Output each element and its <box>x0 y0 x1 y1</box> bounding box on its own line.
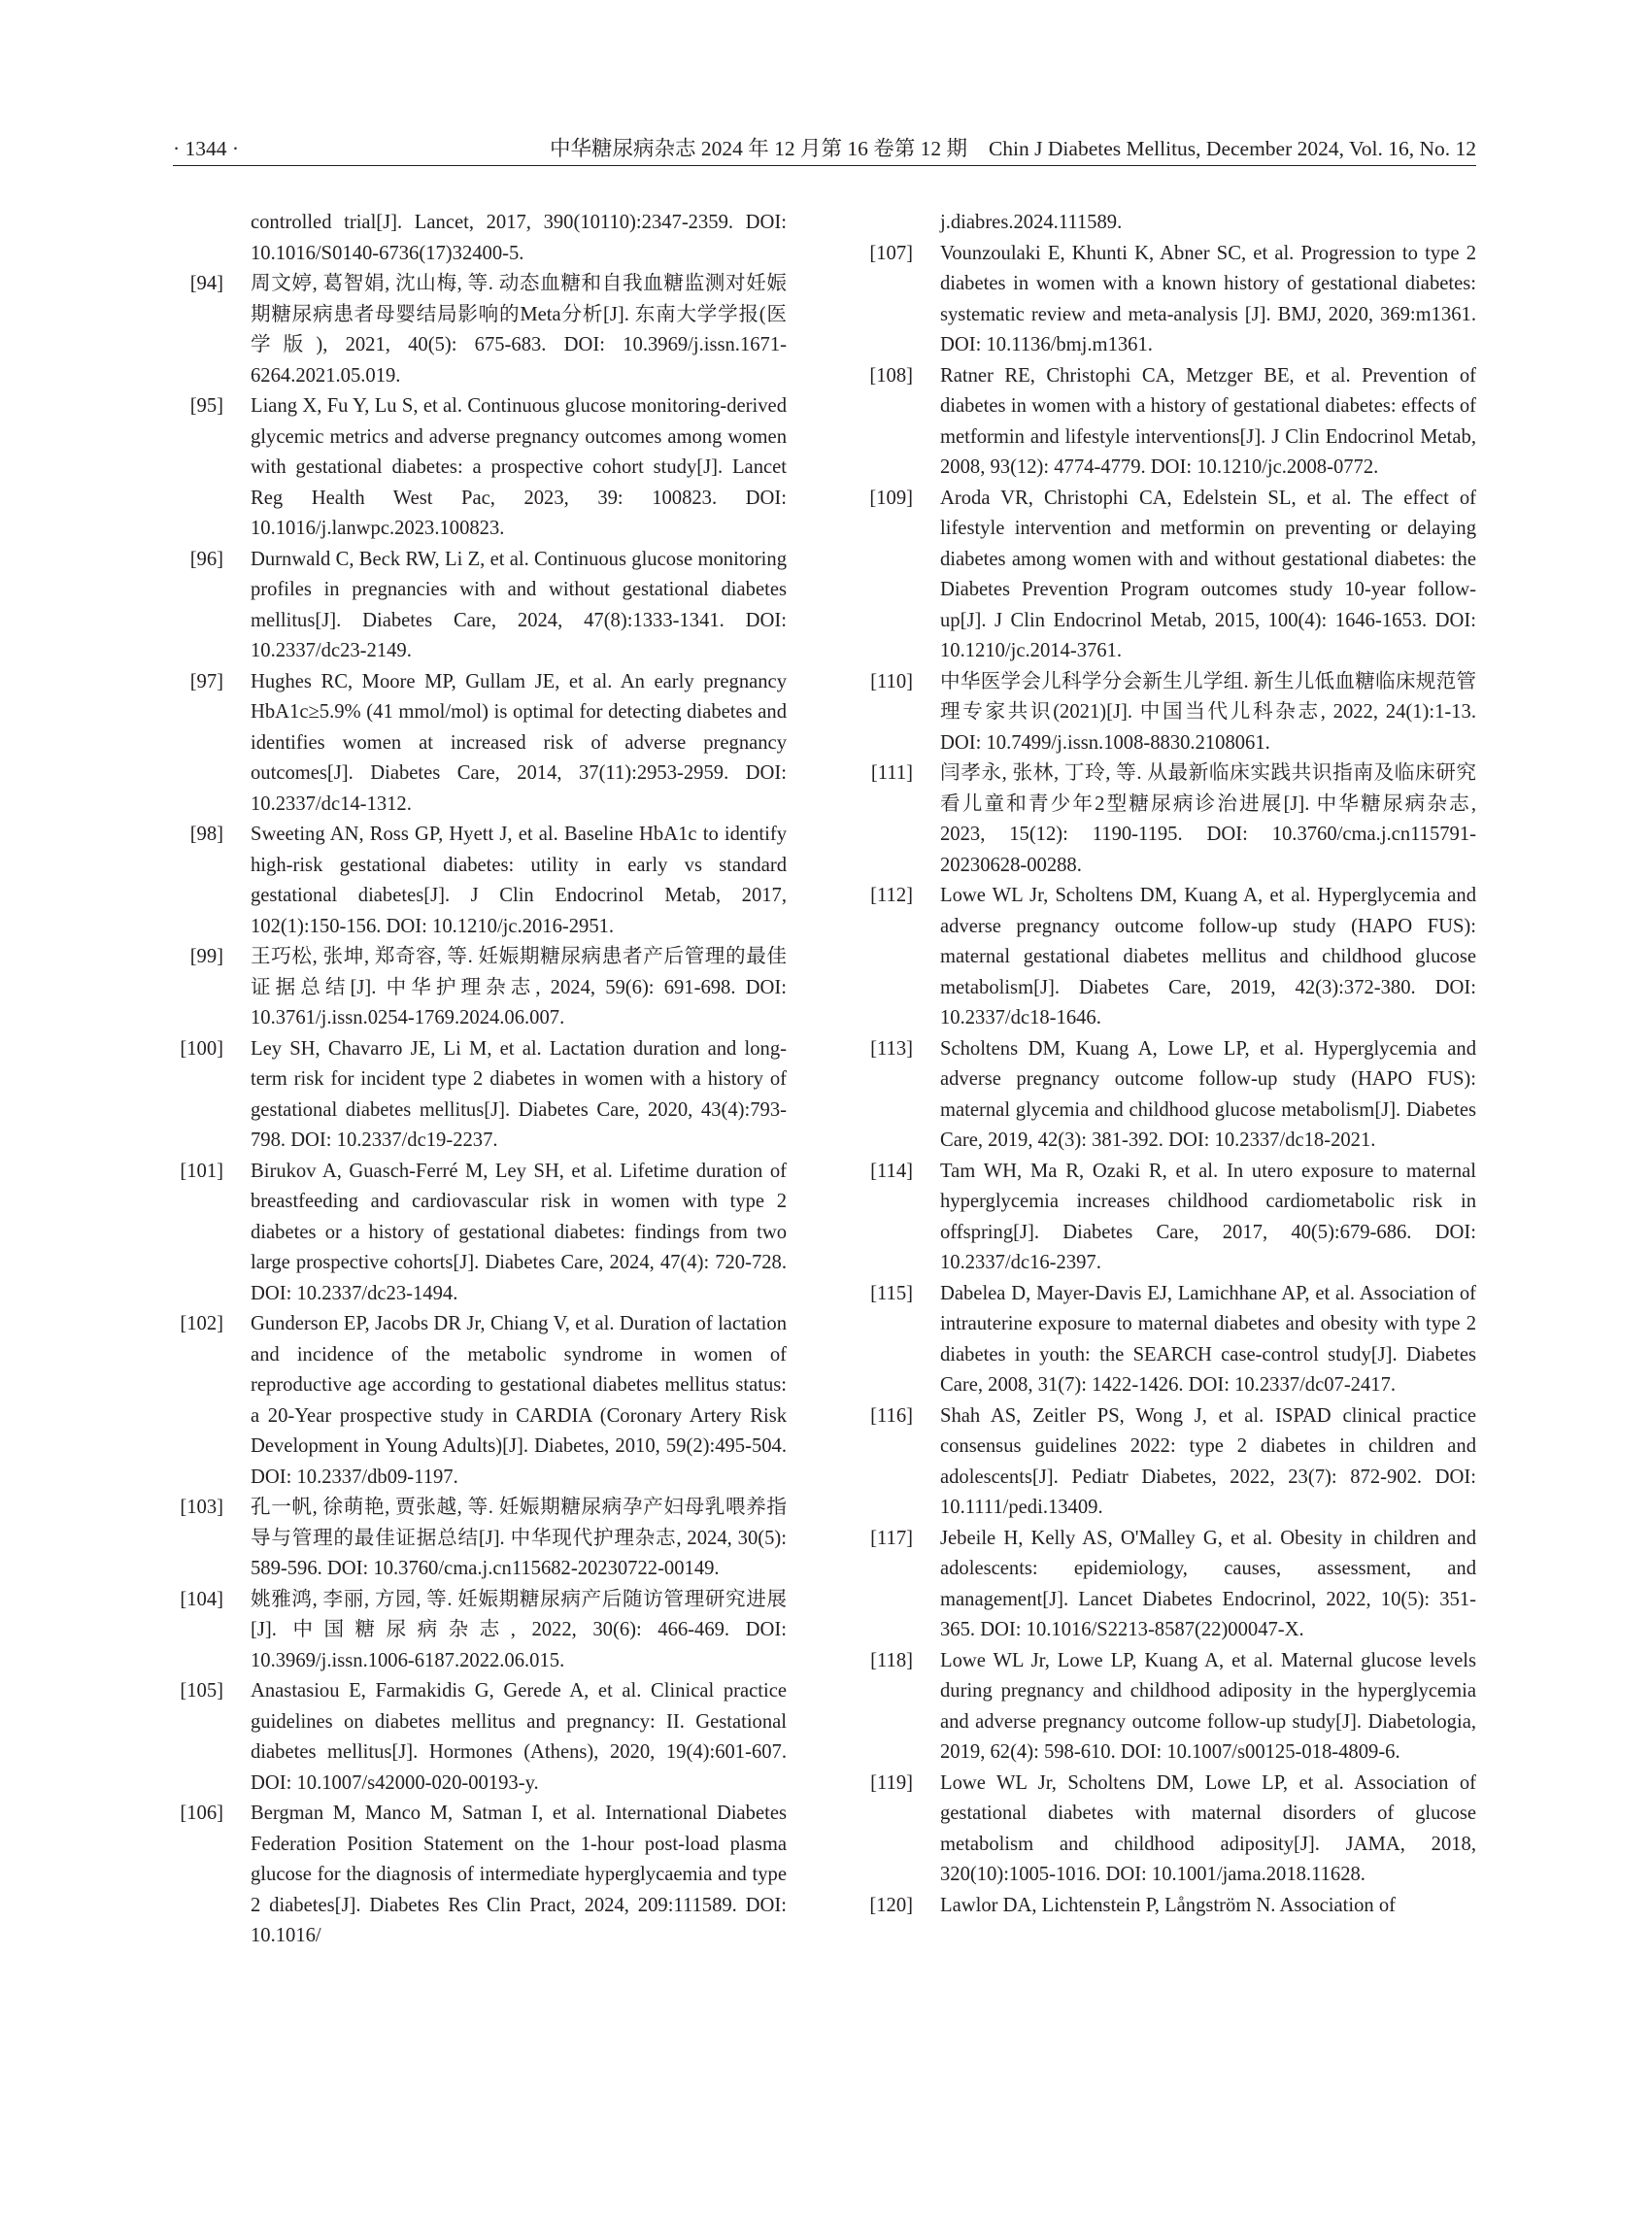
reference-entry <box>862 1891 1476 1922</box>
reference-entry <box>173 391 787 545</box>
reference-number: [118] <box>870 1649 913 1671</box>
reference-number: [120] <box>869 1894 913 1916</box>
reference-number: [108] <box>869 364 913 387</box>
reference-text: Tam WH, Ma R, Ozaki R, et al. In utero exposure to maternal hyperglycemia increases childhood cardiometabolic risk in offspring[J]. Diabetes Care, 2017, 40(5):679-686. DOI: 10.2337/dc16-2397. <box>940 1160 1476 1273</box>
reference-column-right <box>862 208 1476 1921</box>
reference-continuation <box>173 208 787 269</box>
reference-text: Dabelea D, Mayer-Davis EJ, Lamichhane AP, et al. Association of intrauterine exposure to maternal diabetes and obesity with type 2 diabetes in youth: the SEARCH case-control study[J]. Diabetes Care, 2008, 31(7): 1422-1426. DOI: 10.2337/dc07-2417. <box>940 1282 1476 1396</box>
reference-number: [109] <box>869 487 913 509</box>
reference-text: Ratner RE, Christophi CA, Metzger BE, et al. Prevention of diabetes in women with a history of gestational diabetes: effects of metformin and lifestyle interventions[J]. J Clin Endocrinol Metab, 2008, 93(12): 4774-4779. DOI: 10.1210/jc.2008-0772. <box>940 364 1476 478</box>
journal-info <box>550 136 1476 161</box>
reference-number: [106] <box>180 1803 223 1824</box>
reference-text: Lowe WL Jr, Scholtens DM, Lowe LP, et al. Association of gestational diabetes with maternal disorders of glucose metabolism and childhood adiposity[J]. JAMA, 2018, 320(10):1005-1016. DOI: 10.1001/jama.2018.11628. <box>940 1771 1476 1885</box>
reference-number: [114] <box>870 1160 913 1182</box>
reference-number: [117] <box>870 1527 913 1549</box>
reference-text: Birukov A, Guasch-Ferré M, Ley SH, et al. Lifetime duration of breastfeeding and cardiovascular risk in women with type 2 diabetes or a history of gestational diabetes: findings from two large prospective cohorts[J]. Diabetes Care, 2024, 47(4): 720-728. DOI: 10.2337/dc23-1494. <box>251 1160 787 1304</box>
page-number: · 1344 · <box>173 137 240 160</box>
reference-entry <box>173 1034 787 1157</box>
running-header <box>173 132 1476 166</box>
reference-number: [104] <box>180 1588 223 1610</box>
reference-text: Jebeile H, Kelly AS, O'Malley G, et al. Obesity in children and adolescents: epidemiology, causes, assessment, and management[J]. Lancet Diabetes Endocrinol, 2022, 10(5): 351-365. DOI: 10.1016/S2213-8587(22)00047-X. <box>940 1527 1476 1640</box>
reference-continuation <box>862 208 1476 239</box>
reference-text: j.diabres.2024.111589. <box>940 212 1123 233</box>
reference-entry <box>173 1493 787 1585</box>
reference-number: [94] <box>189 273 223 294</box>
reference-number: [110] <box>870 670 913 692</box>
reference-entry <box>862 1034 1476 1157</box>
reference-entry <box>173 545 787 667</box>
reference-number: [111] <box>870 762 913 784</box>
reference-number: [98] <box>189 824 223 845</box>
reference-text: Vounzoulaki E, Khunti K, Abner SC, et al. Progression to type 2 diabetes in women with a known history of gestational diabetes: systematic review and meta-analysis [J]. BMJ, 2020, 369:m1361. DOI: 10.1136/bmj.m1361. <box>940 242 1476 355</box>
reference-text: Liang X, Fu Y, Lu S, et al. Continuous glucose monitoring-derived glycemic metrics and adverse pregnancy outcomes among women with gestational diabetes: a prospective cohort study[J]. Lancet Reg Health West Pac, 2023, 39: 100823. DOI: 10.1016/j.lanwpc.2023.100823. <box>251 395 787 539</box>
reference-entry <box>862 1769 1476 1891</box>
reference-entry <box>173 1799 787 1952</box>
reference-text: 姚雅鸿, 李丽, 方园, 等. 妊娠期糖尿病产后随访管理研究进展[J]. 中国糖尿病杂志, 2022, 30(6): 466-469. DOI: 10.3969/j.issn.1006-6187.2022.06.015. <box>251 1588 787 1671</box>
reference-number: [101] <box>180 1160 223 1182</box>
reference-number: [115] <box>870 1282 913 1304</box>
reference-text: Durnwald C, Beck RW, Li Z, et al. Continuous glucose monitoring profiles in pregnancies with and without gestational diabetes mellitus[J]. Diabetes Care, 2024, 47(8):1333-1341. DOI: 10.2337/dc23-2149. <box>251 548 787 661</box>
reference-text: Hughes RC, Moore MP, Gullam JE, et al. An early pregnancy HbA1c≥5.9% (41 mmol/mol) is optimal for detecting diabetes and identifies women at increased risk of adverse pregnancy outcomes[J]. Diabetes Care, 2014, 37(11):2953-2959. DOI: 10.2337/dc14-1312. <box>251 670 787 815</box>
reference-entry <box>173 1309 787 1493</box>
reference-number: [116] <box>870 1404 913 1427</box>
reference-text: Bergman M, Manco M, Satman I, et al. International Diabetes Federation Position Statement on the 1-hour post-load plasma glucose for the diagnosis of intermediate hyperglycaemia and type 2 diabetes[J]. Diabetes Res Clin Pract, 2024, 209:111589. DOI: 10.1016/ <box>251 1803 787 1946</box>
journal-title-en: Chin J Diabetes Mellitus, December 2024, Vol. 16, No. 12 <box>988 137 1476 160</box>
reference-number: [107] <box>869 242 913 264</box>
reference-number: [95] <box>189 395 223 417</box>
journal-title-cn: 中华糖尿病杂志 2024 年 12 月第 16 卷第 12 期 <box>549 137 967 160</box>
reference-entry <box>862 1401 1476 1524</box>
reference-text: Ley SH, Chavarro JE, Li M, et al. Lactation duration and long-term risk for incident type 2 diabetes in women with a history of gestational diabetes mellitus[J]. Diabetes Care, 2020, 43(4):793-798. DOI: 10.2337/dc19-2237. <box>251 1037 787 1151</box>
reference-entry <box>862 1646 1476 1769</box>
reference-number: [105] <box>180 1680 223 1702</box>
reference-number: [103] <box>180 1497 223 1518</box>
reference-number: [119] <box>870 1771 913 1794</box>
reference-number: [112] <box>870 885 913 906</box>
reference-entry <box>862 667 1476 759</box>
reference-text: 孔一帆, 徐萌艳, 贾张越, 等. 妊娠期糖尿病孕产妇母乳喂养指导与管理的最佳证据总结[J]. 中华现代护理杂志, 2024, 30(5): 589-596. DOI: 10.3760/cma.j.cn115682-20230722-00149. <box>251 1497 787 1579</box>
reference-text: Shah AS, Zeitler PS, Wong J, et al. ISPAD clinical practice consensus guidelines 2022: type 2 diabetes in children and adolescents[J]. Pediatr Diabetes, 2022, 23(7): 872-902. DOI: 10.1111/pedi.13409. <box>940 1404 1476 1518</box>
reference-entry <box>173 667 787 821</box>
reference-entry <box>173 269 787 391</box>
reference-text: 王巧松, 张坤, 郑奇容, 等. 妊娠期糖尿病患者产后管理的最佳证据总结[J]. 中华护理杂志, 2024, 59(6): 691-698. DOI: 10.3761/j.issn.0254-1769.2024.06.007. <box>251 946 787 1028</box>
reference-entry <box>862 1279 1476 1401</box>
reference-text: 闫孝永, 张林, 丁玲, 等. 从最新临床实践共识指南及临床研究看儿童和青少年2型糖尿病诊治进展[J]. 中华糖尿病杂志, 2023, 15(12): 1190-1195. DOI: 10.3760/cma.j.cn115791-20230628-00288. <box>940 762 1476 876</box>
reference-text: Lawlor DA, Lichtenstein P, Långström N. Association of <box>940 1894 1397 1916</box>
reference-entry <box>862 239 1476 361</box>
reference-number: [97] <box>189 670 223 692</box>
reference-number: [102] <box>180 1313 223 1334</box>
reference-text: 中华医学会儿科学分会新生儿学组. 新生儿低血糖临床规范管理专家共识(2021)[J]. 中国当代儿科杂志, 2022, 24(1):1-13. DOI: 10.7499/j.issn.1008-8830.2108061. <box>940 670 1476 754</box>
reference-text: 周文婷, 葛智娟, 沈山梅, 等. 动态血糖和自我血糖监测对妊娠期糖尿病患者母婴结局影响的Meta分析[J]. 东南大学学报(医学版), 2021, 40(5): 675-683. DOI: 10.3969/j.issn.1671-6264.2021.05.019. <box>251 273 787 387</box>
reference-entry <box>173 820 787 942</box>
reference-text: controlled trial[J]. Lancet, 2017, 390(10110):2347-2359. DOI: 10.1016/S0140-6736(17)32400-5. <box>251 212 787 264</box>
reference-entry <box>173 1676 787 1799</box>
reference-text: Sweeting AN, Ross GP, Hyett J, et al. Baseline HbA1c to identify high-risk gestational diabetes: utility in early vs standard gestational diabetes[J]. J Clin Endocrinol Metab, 2017, 102(1):150-156. DOI: 10.1210/jc.2016-2951. <box>251 824 787 937</box>
reference-text: Scholtens DM, Kuang A, Lowe LP, et al. Hyperglycemia and adverse pregnancy outcome follow-up study (HAPO FUS): maternal glycemia and childhood glucose metabolism[J]. Diabetes Care, 2019, 42(3): 381-392. DOI: 10.2337/dc18-2021. <box>940 1037 1476 1151</box>
reference-text: Gunderson EP, Jacobs DR Jr, Chiang V, et al. Duration of lactation and incidence of the metabolic syndrome in women of reproductive age according to gestational diabetes mellitus status: a 20-Year prospective study in CARDIA (Coronary Artery Risk Development in Young Adults)[J]. Diabetes, 2010, 59(2):495-504. DOI: 10.2337/db09-1197. <box>251 1313 787 1488</box>
reference-column-left <box>173 208 787 1952</box>
reference-number: [100] <box>180 1037 223 1060</box>
reference-entry <box>862 881 1476 1034</box>
reference-number: [96] <box>189 548 223 570</box>
reference-entry <box>173 1585 787 1677</box>
reference-text: Lowe WL Jr, Lowe LP, Kuang A, et al. Maternal glucose levels during pregnancy and childhood adiposity in the hyperglycemia and adverse pregnancy outcome follow-up study[J]. Diabetologia, 2019, 62(4): 598-610. DOI: 10.1007/s00125-018-4809-6. <box>940 1649 1476 1763</box>
reference-number: [99] <box>189 946 223 967</box>
reference-entry <box>173 942 787 1034</box>
reference-number: [113] <box>870 1037 913 1060</box>
reference-entry <box>862 484 1476 667</box>
reference-text: Lowe WL Jr, Scholtens DM, Kuang A, et al. Hyperglycemia and adverse pregnancy outcome follow-up study (HAPO FUS): maternal gestational diabetes mellitus and childhood glucose metabolism[J]. Diabetes Care, 2019, 42(3):372-380. DOI: 10.2337/dc18-1646. <box>940 885 1476 1028</box>
reference-entry <box>173 1157 787 1310</box>
reference-entry <box>862 361 1476 484</box>
reference-entry <box>862 1524 1476 1646</box>
reference-text: Anastasiou E, Farmakidis G, Gerede A, et al. Clinical practice guidelines on diabetes mellitus and pregnancy: II. Gestational diabetes mellitus[J]. Hormones (Athens), 2020, 19(4):601-607. DOI: 10.1007/s42000-020-00193-y. <box>251 1680 787 1794</box>
reference-text: Aroda VR, Christophi CA, Edelstein SL, et al. The effect of lifestyle intervention and metformin on preventing or delaying diabetes among women with and without gestational diabetes: the Diabetes Prevention Program outcomes study 10-year follow-up[J]. J Clin Endocrinol Metab, 2015, 100(4): 1646-1653. DOI: 10.1210/jc.2014-3761. <box>940 487 1476 661</box>
reference-entry <box>862 1157 1476 1279</box>
reference-entry <box>862 759 1476 881</box>
